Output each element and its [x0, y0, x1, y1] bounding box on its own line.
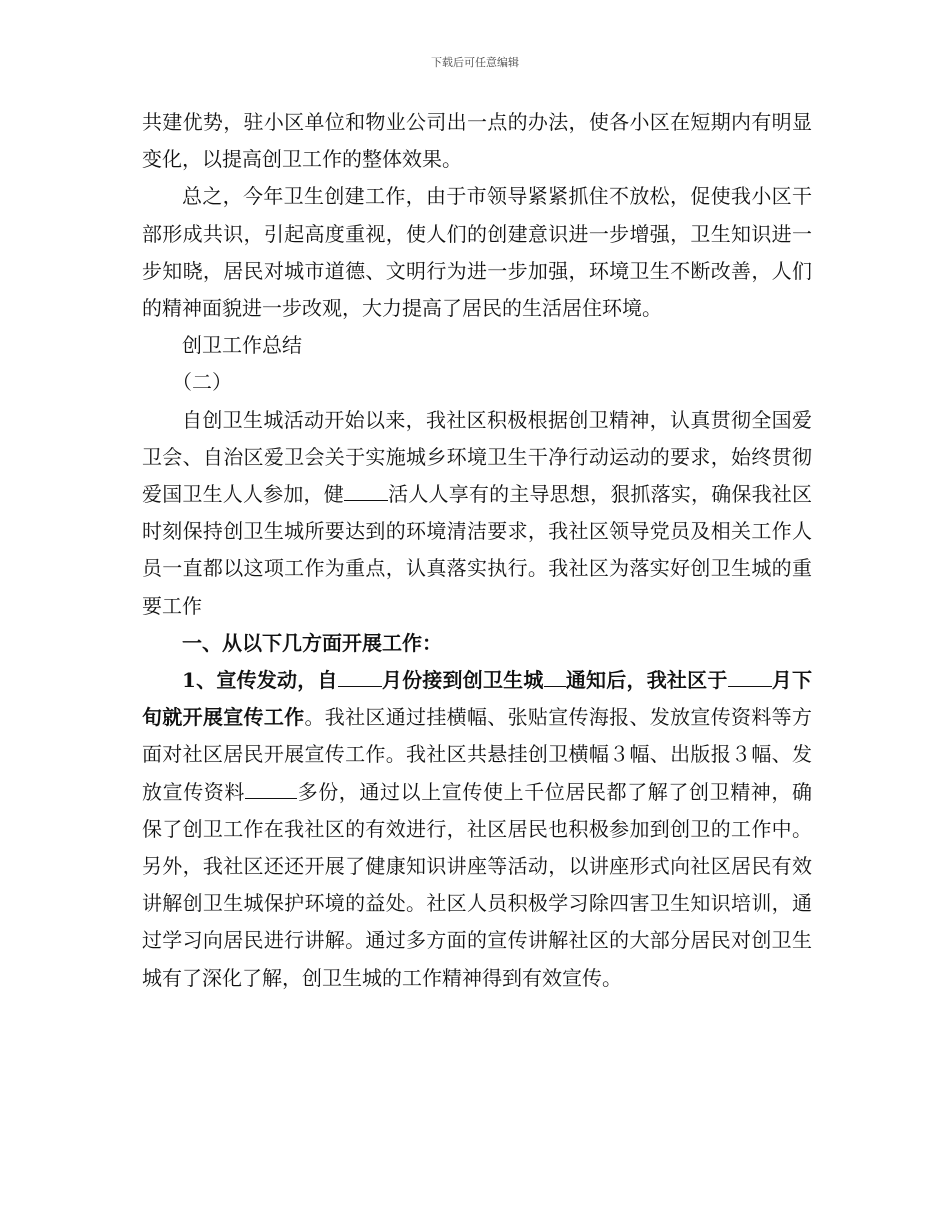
fill-blank: [728, 665, 772, 687]
fill-blank: [344, 479, 388, 501]
item1-bold-d: 月下旬就开展宣传工作: [142, 668, 813, 730]
paragraph-item-1: [142, 662, 812, 997]
item1-bold-c: 通知后，我社区于: [565, 668, 728, 693]
document-body: [142, 104, 812, 997]
item1-text-b: 多份，通过以上宣传使上千位居民都了解了创卫精神，确保了创卫工作在我社区的有效进行，社区居民也积极参加到创卫的工作中。另外，我社区还还开展了健康知识讲座等活动，以讲座形式向社区居民有效讲解创卫生城保护环境的益处。社区人员积极学习除四害卫生知识培训，通过学习向居民进行讲解。通过多方面的宣传讲解社区的大部分居民对创卫生城有了深化了解，创卫生城的工作精神得到有效宣传。: [142, 779, 812, 990]
item1-bold-a: 1、宣传发动，自: [182, 668, 338, 693]
fill-blank: [245, 777, 297, 799]
section-title: 创卫工作总结: [182, 333, 302, 358]
item1-text-a: 。我社区通过挂横幅、张贴宣传海报、发放宣传资料等方面对社区居民开展宣传工作。我社区共悬挂创卫横幅３幅、出版报３幅、发放宣传资料: [142, 705, 812, 804]
section-heading-1: 一、从以下几方面开展工作：: [182, 630, 442, 655]
intro-text-a: 自创卫生城活动开始以来，我社区积极根据创卫精神，认真贯彻全国爱卫会、自治区爱卫会关于实施城乡环境卫生干净行动运动的要求，始终贯彻爱国卫生人人参加，健: [142, 407, 812, 507]
paragraph-intro: [142, 402, 812, 625]
intro-text-b: 活人人享有的主导思想，狠抓落实，确保我社区时刻保持创卫生城所要达到的环境清洁要求，我社区领导党员及相关工作人员一直都以这项工作为重点，认真落实执行。我社区为落实好创卫生城的重要工作: [142, 482, 813, 618]
page-header: 下载后可任意编辑: [431, 56, 519, 69]
fill-blank: [338, 665, 382, 687]
item1-bold-b: 月份接到创卫生城: [381, 668, 544, 693]
paragraph-continuation: 共建优势，驻小区单位和物业公司出一点的办法，使各小区在短期内有明显变化，以提高创卫工作的整体效果。: [142, 110, 812, 172]
part-number: （二）: [172, 370, 232, 395]
fill-blank: [544, 665, 566, 687]
paragraph-summary: 总之，今年卫生创建工作，由于市领导紧紧抓住不放松，促使我小区干部形成共识，引起高度重视，使人们的创建意识进一步增强，卫生知识进一步知晓，居民对城市道德、文明行为进一步加强，环境卫生不断改善，人们的精神面貌进一步改观，大力提高了居民的生活居住环境。: [142, 184, 812, 321]
